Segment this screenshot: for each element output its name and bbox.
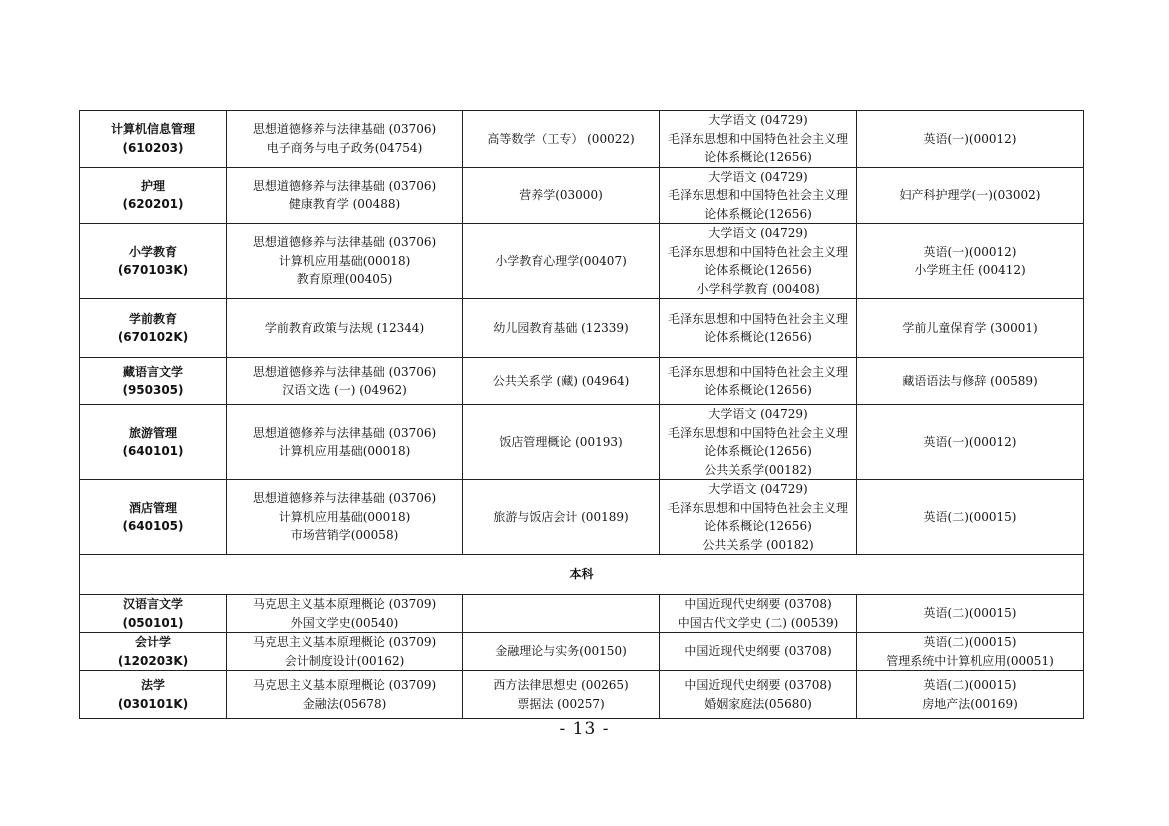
major-code: (640105) xyxy=(122,519,184,533)
course-cell-c1 xyxy=(227,224,463,299)
course-cell-c3 xyxy=(660,633,857,671)
major-cell xyxy=(80,405,227,480)
course-line: 毛泽东思想和中国特色社会主义理 xyxy=(667,244,848,259)
course-cell-c4 xyxy=(857,633,1084,671)
major-name: 酒店管理 xyxy=(128,500,177,515)
course-cell-c2 xyxy=(463,671,660,719)
course-cell-c2 xyxy=(463,405,660,480)
course-line: 马克思主义基本原理概论 (03709) xyxy=(252,635,437,649)
course-cell-c3 xyxy=(660,671,857,719)
major-cell xyxy=(80,671,227,719)
course-cell-c1 xyxy=(227,671,463,719)
course-line: 思想道德修养与法律基础 (03706) xyxy=(252,364,437,379)
course-line: 英语(一)(00012) xyxy=(923,244,1017,259)
course-line: 大学语文 (04729) xyxy=(708,482,808,496)
major-name: 旅游管理 xyxy=(128,425,177,440)
course-cell-c3 xyxy=(660,111,857,168)
course-line: 马克思主义基本原理概论 (03709) xyxy=(252,597,437,611)
major-code: (050101) xyxy=(122,615,184,630)
section-row-group xyxy=(80,555,1084,595)
course-line: 公共关系学 (藏) (04964) xyxy=(492,373,630,388)
course-cell-c1 xyxy=(227,405,463,480)
course-line: 英语(二)(00015) xyxy=(923,606,1017,621)
course-line: 论体系概论(12656) xyxy=(704,206,812,221)
course-line: 大学语文 (04729) xyxy=(708,226,808,240)
major-cell xyxy=(80,167,227,224)
course-line: 计算机应用基础(00018) xyxy=(278,253,411,268)
major-name: 计算机信息管理 xyxy=(110,122,195,137)
course-line: 房地产法(00169) xyxy=(922,696,1018,711)
course-line: 饭店管理概论 (00193) xyxy=(499,434,623,449)
course-line: 大学语文 (04729) xyxy=(708,113,808,127)
major-cell xyxy=(80,633,227,671)
course-line: 马克思主义基本原理概论 (03709) xyxy=(252,678,437,692)
course-cell-c3 xyxy=(660,480,857,555)
major-name: 会计学 xyxy=(134,635,171,649)
course-line: 计算机应用基础(00018) xyxy=(278,509,411,524)
course-line: 小学班主任 (00412) xyxy=(914,263,1026,277)
course-line: 毛泽东思想和中国特色社会主义理 xyxy=(667,364,848,379)
course-cell-c1 xyxy=(227,358,463,405)
course-cell-c4 xyxy=(857,299,1084,358)
course-cell-c3 xyxy=(660,358,857,405)
major-code: (950305) xyxy=(122,383,184,397)
major-cell xyxy=(80,111,227,168)
page-number: - 13 - xyxy=(559,719,610,739)
table-row xyxy=(80,480,1084,555)
course-line: 中国近现代史纲要 (03708) xyxy=(684,597,832,611)
course-cell-c1 xyxy=(227,480,463,555)
course-cell-c2 xyxy=(463,111,660,168)
course-line: 英语(二)(00015) xyxy=(923,635,1017,649)
course-line: 营养学(03000) xyxy=(519,188,603,202)
course-cell-c4 xyxy=(857,671,1084,719)
major-name: 护理 xyxy=(140,178,165,193)
table-row xyxy=(80,405,1084,480)
major-cell xyxy=(80,224,227,299)
course-line: 大学语文 (04729) xyxy=(708,169,808,184)
course-line: 教育原理(00405) xyxy=(296,272,393,287)
course-line: 管理系统中计算机应用(00051) xyxy=(886,653,1054,668)
major-code: (620201) xyxy=(122,197,184,212)
course-line: 毛泽东思想和中国特色社会主义理 xyxy=(667,311,848,326)
course-line: 公共关系学 (00182) xyxy=(702,537,814,552)
course-line: 小学科学教育 (00408) xyxy=(696,281,820,296)
course-line: 论体系概论(12656) xyxy=(704,150,812,164)
zhuanke-rows xyxy=(80,111,1084,555)
course-line: 中国近现代史纲要 (03708) xyxy=(684,678,832,692)
course-line: 小学教育心理学(00407) xyxy=(495,253,627,268)
course-line: 妇产科护理学(一)(03002) xyxy=(899,188,1041,202)
course-cell-c1 xyxy=(227,167,463,224)
course-cell-c2 xyxy=(463,480,660,555)
course-line: 健康教育学 (00488) xyxy=(288,197,401,212)
course-cell-c2 xyxy=(463,299,660,358)
course-cell-c4 xyxy=(857,595,1084,633)
course-cell-c3 xyxy=(660,405,857,480)
course-cell-c1 xyxy=(227,595,463,633)
course-line: 公共关系学(00182) xyxy=(704,462,812,477)
benke-rows xyxy=(80,595,1084,719)
course-line: 学前儿童保育学 (30001) xyxy=(902,320,1038,335)
course-line: 市场营销学(00058) xyxy=(290,528,399,543)
course-line: 学前教育政策与法规 (12344) xyxy=(264,320,425,335)
course-line: 中国古代文学史 (二) (00539) xyxy=(677,615,839,630)
course-line: 藏语语法与修辞 (00589) xyxy=(902,373,1038,388)
course-cell-c4 xyxy=(857,480,1084,555)
course-line: 金融理论与实务(00150) xyxy=(495,644,627,659)
course-line: 英语(一)(00012) xyxy=(923,131,1017,146)
course-line: 婚姻家庭法(05680) xyxy=(704,696,812,711)
course-line: 论体系概论(12656) xyxy=(704,330,812,344)
course-cell-c2 xyxy=(463,167,660,224)
course-line: 思想道德修养与法律基础 (03706) xyxy=(252,122,437,137)
table-row xyxy=(80,167,1084,224)
course-cell-c4 xyxy=(857,167,1084,224)
major-code: (610203) xyxy=(122,140,184,155)
course-line: 高等数学（工专） (00022) xyxy=(487,131,635,146)
course-line: 英语(一)(00012) xyxy=(923,434,1017,449)
course-line: 中国近现代史纲要 (03708) xyxy=(684,644,832,659)
course-cell-c3 xyxy=(660,595,857,633)
course-line: 票据法 (00257) xyxy=(517,696,605,711)
course-line: 思想道德修养与法律基础 (03706) xyxy=(252,178,437,193)
course-cell-c2 xyxy=(463,633,660,671)
table-row xyxy=(80,224,1084,299)
table-row xyxy=(80,358,1084,405)
course-cell-c4 xyxy=(857,358,1084,405)
course-line: 大学语文 (04729) xyxy=(708,407,808,421)
course-cell-c1 xyxy=(227,633,463,671)
course-cell-c3 xyxy=(660,224,857,299)
major-cell xyxy=(80,299,227,358)
major-name: 藏语言文学 xyxy=(122,364,183,379)
major-name: 汉语言文学 xyxy=(122,597,183,611)
course-line: 论体系概论(12656) xyxy=(704,263,812,277)
major-code: (670103K) xyxy=(117,263,189,277)
major-cell xyxy=(80,358,227,405)
course-line: 金融法(05678) xyxy=(302,696,387,711)
course-line: 外国文学史(00540) xyxy=(290,615,399,630)
table-row xyxy=(80,595,1084,633)
course-line: 旅游与饭店会计 (00189) xyxy=(493,509,629,524)
major-cell xyxy=(80,480,227,555)
course-cell-c4 xyxy=(857,224,1084,299)
course-line: 思想道德修养与法律基础 (03706) xyxy=(252,235,437,250)
course-cell-c2 xyxy=(463,595,660,633)
table-row xyxy=(80,111,1084,168)
course-cell-c4 xyxy=(857,405,1084,480)
course-line: 毛泽东思想和中国特色社会主义理 xyxy=(667,188,848,202)
course-cell-c1 xyxy=(227,111,463,168)
course-line: 英语(二)(00015) xyxy=(923,678,1017,692)
course-line: 论体系概论(12656) xyxy=(704,519,812,533)
section-title: 本科 xyxy=(80,555,1084,595)
course-cell-c1 xyxy=(227,299,463,358)
table-row xyxy=(80,671,1084,719)
course-cell-c4 xyxy=(857,111,1084,168)
course-line: 计算机应用基础(00018) xyxy=(278,444,411,458)
course-line: 思想道德修养与法律基础 (03706) xyxy=(252,425,437,440)
course-cell-c3 xyxy=(660,167,857,224)
table-row xyxy=(80,633,1084,671)
course-line: 毛泽东思想和中国特色社会主义理 xyxy=(667,131,848,146)
major-code: (640101) xyxy=(122,444,184,458)
major-name: 学前教育 xyxy=(128,311,177,326)
major-code: (120203K) xyxy=(117,653,189,668)
major-code: (670102K) xyxy=(117,330,189,344)
major-code: (030101K) xyxy=(117,696,189,711)
course-cell-c2 xyxy=(463,358,660,405)
course-line: 毛泽东思想和中国特色社会主义理 xyxy=(667,500,848,515)
course-line: 西方法律思想史 (00265) xyxy=(493,678,629,692)
course-line: 论体系概论(12656) xyxy=(704,383,812,397)
course-line: 论体系概论(12656) xyxy=(704,444,812,458)
course-line: 汉语文选 (一) (04962) xyxy=(282,383,407,397)
major-cell xyxy=(80,595,227,633)
section-row xyxy=(80,555,1084,595)
course-line: 幼儿园教育基础 (12339) xyxy=(493,320,629,335)
exam-schedule-table xyxy=(79,110,1084,719)
major-name: 法学 xyxy=(140,678,165,692)
major-name: 小学教育 xyxy=(128,244,177,259)
table-row xyxy=(80,299,1084,358)
course-line: 电子商务与电子政务(04754) xyxy=(266,140,423,155)
course-cell-c3 xyxy=(660,299,857,358)
course-line: 毛泽东思想和中国特色社会主义理 xyxy=(667,425,848,440)
course-line: 思想道德修养与法律基础 (03706) xyxy=(252,491,437,506)
course-line: 会计制度设计(00162) xyxy=(284,653,405,668)
course-line: 英语(二)(00015) xyxy=(923,509,1017,524)
course-cell-c2 xyxy=(463,224,660,299)
